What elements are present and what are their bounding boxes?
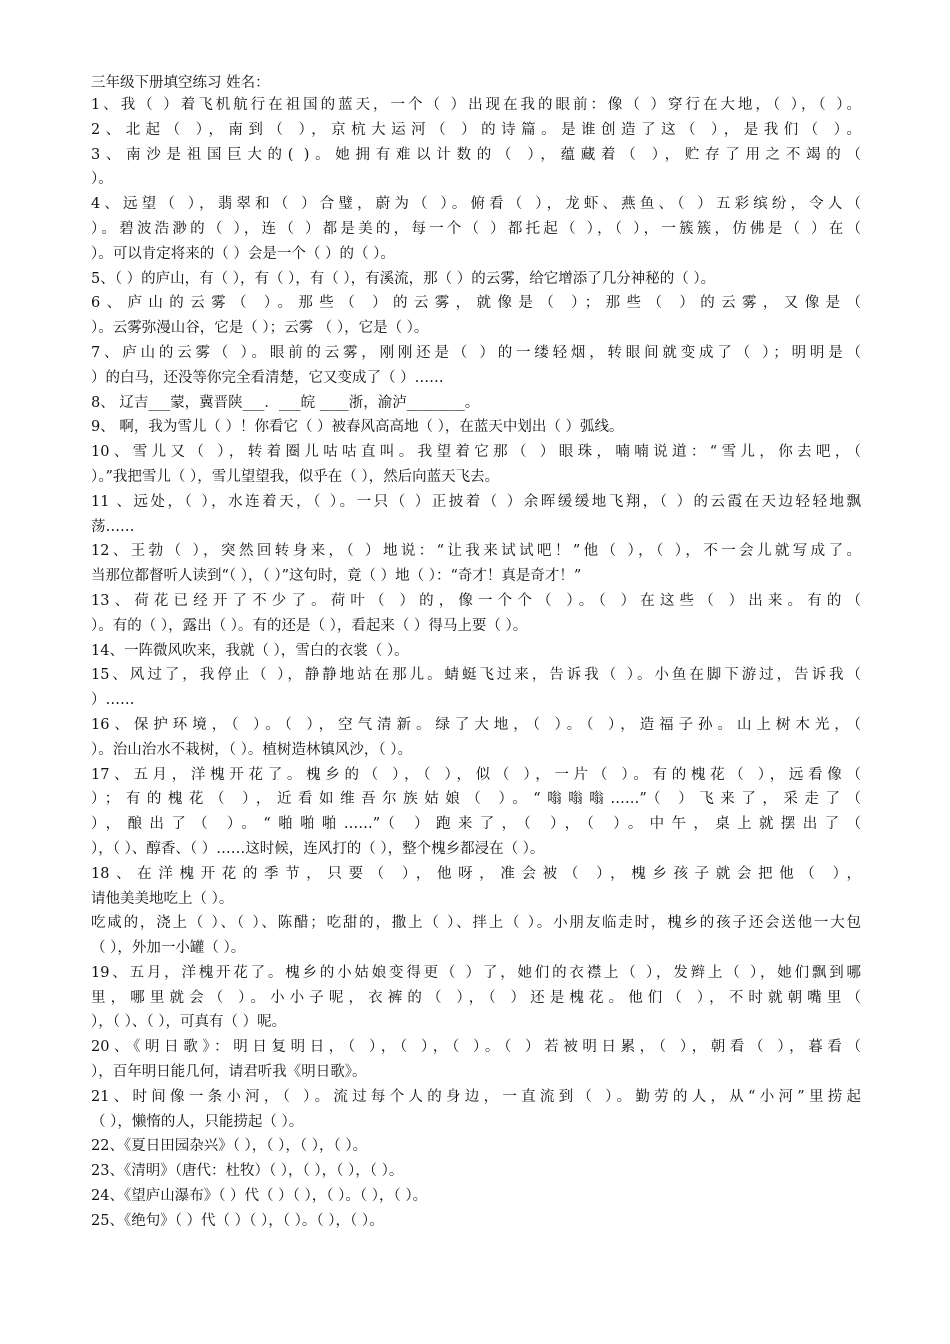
exercise-line: 24、《望庐山瀑布》（ ）代（ ）（ ），（ ）。（ ），（ ）。 [91, 1188, 428, 1205]
exercise-line: ）。碧波浩渺的（ ），连（ ）都是美的，每一个（ ）都托起（ ），（ ），一簇簇，仿佛是（ ）在（ [91, 220, 861, 237]
exercise-line: ）；有的槐花（ ），近看如维吾尔族姑娘（ ）。“嗡嗡嗡……”（ ）飞来了，采走了（ [91, 791, 861, 808]
exercise-line: 15、风过了，我停止（ ），静静地站在那儿。蜻蜓飞过来，告诉我（ ）。小鱼在脚下游过，告诉我（ [91, 667, 861, 684]
exercise-list [91, 93, 861, 1234]
exercise-line: 17、五月，洋槐开花了。槐乡的（ ），（ ），似（ ），一片（ ）。有的槐花（ ），远看像（ [91, 766, 861, 783]
exercise-line: ），（ ）、醇香、（ ）……这时候，连风打的（ ），整个槐乡都浸在（ ）。 [91, 840, 545, 857]
exercise-line: 5、（ ）的庐山，有（ ），有（ ），有（ ），有溪流，那（ ）的云雾，给它增添了几分神秘的（ ）。 [91, 270, 716, 287]
exercise-line: 22、《夏日田园杂兴》（ ），（ ），（ ），（ ）。 [91, 1138, 368, 1155]
exercise-line: ），（ ）、（ ），可真有（ ）呢。 [91, 1014, 287, 1031]
exercise-line: ）。有的（ ），露出（ ）。有的还是（ ），看起来（ ）得马上要（ ）。 [91, 617, 528, 634]
exercise-line: 20、《明日歌》：明日复明日，（ ），（ ），（ ）。（ ）若被明日累，（ ），朝看（ ），暮看（ [91, 1039, 861, 1056]
exercise-line: 14、一阵微风吹来，我就（ ），雪白的衣裳（ ）。 [91, 642, 409, 659]
exercise-line: 请他美美地吃上（ ）。 [91, 890, 234, 907]
exercise-line: ）。治山治水不栽树，（ ）。植树造林镇风沙，（ ）。 [91, 741, 412, 758]
exercise-line: 13、荷花已经开了不少了。荷叶（ ）的，像一个个（ ）。（ ）在这些（ ）出来。有的（ [91, 592, 861, 609]
exercise-line: 11 、远处，（ ），水连着天，（ ）。一只（ ）正披着（ ）余晖缓缓地飞翔，（ ）的云霞在天边轻轻地飘 [91, 493, 861, 510]
exercise-line: 荡…… [91, 518, 135, 535]
exercise-line: 9、 啊，我为雪儿（ ）！你看它（ ）被春风高高地（ ），在蓝天中划出（ ）弧线。 [91, 419, 624, 436]
exercise-line: 8、 辽吉___蒙，冀晋陕___．___皖 ____浙，渝泸________。 [91, 394, 480, 411]
exercise-line: ）。云雾弥漫山谷，它是（ ）；云雾 （ ），它是（ ）。 [91, 320, 429, 337]
exercise-line: 当那位都督听人读到“（ ），（ ）”这句时，竟（ ）地（ ）：“奇才！真是奇才！” [91, 568, 582, 585]
exercise-line: 3、南沙是祖国巨大的( )。她拥有难以计数的（ ），蕴藏着（ ），贮存了用之不竭的（ [91, 146, 861, 163]
exercise-line: 6、庐山的云雾（ ）。那些（ ）的云雾，就像是（ ）；那些（ ）的云雾，又像是（ [91, 295, 861, 312]
exercise-line: 16、保护环境，（ ）。（ ），空气清新。绿了大地，（ ）。（ ），造福子孙。山上树木光，（ [91, 716, 861, 733]
exercise-line: ）。可以肯定将来的（ ）会是一个（ ）的（ ）。 [91, 245, 395, 262]
exercise-line: ）的白马，还没等你完全看清楚，它又变成了（ ）…… [91, 369, 444, 386]
exercise-line: 21、时间像一条小河，（ ）。流过每个人的身边，一直流到（ ）。勤劳的人，从“小河”里捞起 [91, 1088, 861, 1105]
exercise-line: （ ），懒惰的人，只能捞起（ ）。 [91, 1113, 304, 1130]
exercise-line: 7、庐山的云雾（ ）。眼前的云雾，刚刚还是（ ）的一缕轻烟，转眼间就变成了（ ）；明明是（ [91, 344, 861, 361]
exercise-line: 12、王勃（ ），突然回转身来，（ ）地说：“让我来试试吧！”他（ ），（ ），不一会儿就写成了。 [91, 543, 861, 560]
exercise-line: 4、远望（ ），翡翠和（ ）合璧，蔚为（ ）。俯看（ ），龙虾、燕鱼、（ ）五彩缤纷，令人（ [91, 196, 861, 213]
exercise-line: ）。”我把雪儿（ ），雪儿望望我，似乎在（ ），然后向蓝天飞去。 [91, 468, 500, 485]
exercise-line: ），酿出了（ ）。“啪啪啪……”（ ）跑来了，（ ），（ ）。中午，桌上就摆出了（ [91, 816, 861, 833]
exercise-line: 吃咸的，浇上（ ）、（ ）、陈醋；吃甜的，撒上（ ）、拌上（ ）。小朋友临走时，槐乡的孩子还会送他一大包 [91, 915, 861, 932]
exercise-line: ）。 [91, 171, 113, 188]
worksheet-page [91, 73, 861, 1234]
exercise-line: ）…… [91, 692, 135, 709]
exercise-line: 18、在洋槐开花的季节，只要（ ），他呀，准会被（ ），槐乡孩子就会把他（ ）， [91, 865, 861, 882]
exercise-line: 2、北起（ ），南到（ ），京杭大运河（ ）的诗篇。是谁创造了这（ ），是我们（ ）。 [91, 121, 861, 138]
exercise-line: ），百年明日能几何，请君听我《明日歌》。 [91, 1064, 367, 1081]
worksheet-title: 三年级下册填空练习 姓名： [91, 75, 270, 91]
exercise-line: 25、《绝句》（ ）代（ ）（ ），（ ）。（ ），（ ）。 [91, 1212, 384, 1229]
exercise-line: 19、五月，洋槐开花了。槐乡的小姑娘变得更（ ）了，她们的衣襟上（ ），发辫上（ ），她们飘到哪 [91, 964, 861, 981]
exercise-line: 10、雪儿又（ ），转着圈儿咕咕直叫。我望着它那（ ）眼珠，喃喃说道：“雪儿，你去吧，（ [91, 444, 861, 461]
exercise-line: 里，哪里就会（ ）。小小子呢，衣裤的（ ），（ ）还是槐花。他们（ ），不时就朝嘴里（ [91, 989, 861, 1006]
exercise-line: 23、《清明》（唐代：杜牧）（ ），（ ），（ ），（ ）。 [91, 1163, 404, 1180]
exercise-line: （ ），外加一小罐（ ）。 [91, 940, 246, 957]
exercise-line: 1、我（ ）着飞机航行在祖国的蓝天，一个（ ）出现在我的眼前：像（ ）穿行在大地，（ ），（ ）。 [91, 97, 861, 113]
